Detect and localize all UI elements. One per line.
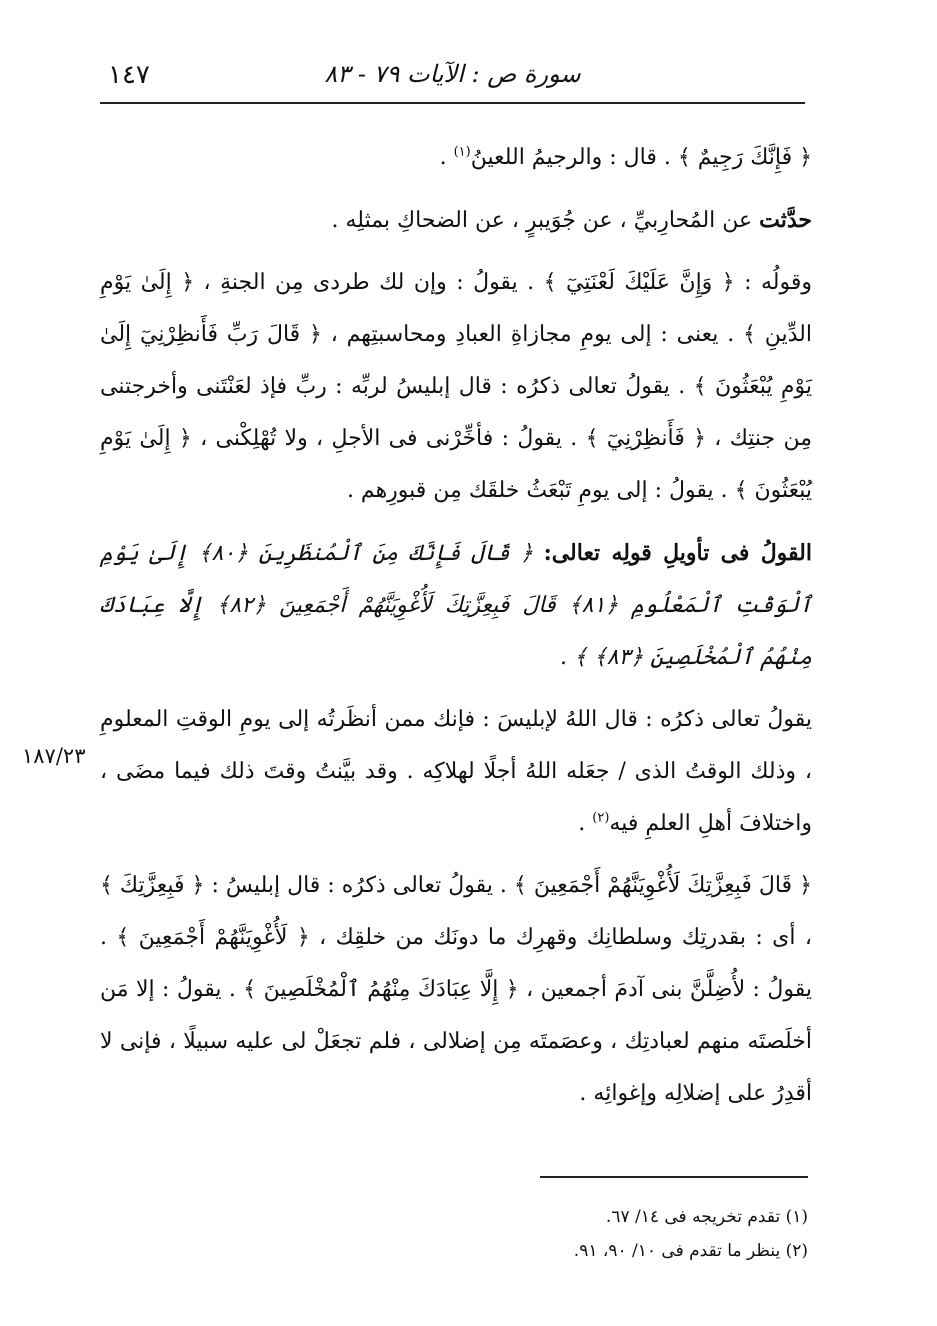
paragraph-1 <box>100 132 812 184</box>
paragraph-5-text: يقولُ تعالى ذكرُه : قال اللهُ لإبليسَ : فإنك ممن أنظَرتُه إلى يومِ الوقتِ المعلومِ ، وذلك الوقتُ الذى / جعَله اللهُ أجلًا لهلاكِه . وقد بيَّنتُ وقتَ ذلك فيما مضَى ، واختلافَ أهلِ العلمِ فيه <box>100 707 812 836</box>
paragraph-4 <box>100 527 812 684</box>
paragraph-5 <box>100 694 812 850</box>
paragraph-1-end: . <box>439 145 454 170</box>
page-number: ١٤٧ <box>108 60 150 90</box>
paragraph-5-end: . <box>578 811 593 836</box>
footnote-ref-1: (١) <box>453 144 471 160</box>
paragraph-1-text: ﴿ فَإِنَّكَ رَجِيمٌ ﴾ . قال : والرجيمُ اللعينُ <box>470 145 812 170</box>
footnote-2: (٢) ينظر ما تقدم فى ١٠/ ٩٠، ٩١. <box>573 1241 808 1261</box>
footnote-separator <box>540 1176 808 1178</box>
footnote-1: (١) تقدم تخريجه فى ١٤/ ٦٧. <box>605 1207 808 1227</box>
footnotes <box>400 1200 808 1268</box>
footnote-ref-2: (٢) <box>592 810 610 826</box>
running-title: سورة ص : الآيات ٧٩ - ٨٣ <box>324 60 581 88</box>
paragraph-2-text: عن المُحارِبيِّ ، عن جُوَيبرٍ ، عن الضحاكِ بمثلِه . <box>331 208 760 233</box>
margin-reference: ١٨٧/٢٣ <box>22 744 86 768</box>
main-text <box>100 132 812 1130</box>
section-heading: القولُ فى تأويلِ قولِه تعالى: <box>543 540 812 566</box>
paragraph-2 <box>100 194 812 247</box>
isnad-lead: حدَّثت <box>759 207 812 233</box>
paragraph-6: ﴿ قَالَ فَبِعِزَّتِكَ لَأُغْوِيَنَّهُمْ أَجْمَعِينَ ﴾ . يقولُ تعالى ذكرُه : قال إبليسُ : ﴿ فَبِعِزَّتِكَ ﴾ ، أى : بقدرتِك وسلطانِك وقهرِك ما دونَك من خلقِك ، ﴿ لَأُغْوِيَنَّهُمْ أَجْمَعِينَ ﴾ . يقولُ : لأُضِلَّنَّ بنى آدمَ أجمعين ، ﴿ إِلَّا عِبَادَكَ مِنْهُمُ ٱلْمُخْلَصِينَ ﴾ . يقولُ : إلا مَن أخلَصتَه منهم لعبادتِك ، وعصَمتَه مِن إضلالى ، فلم تجعَلْ لى عليه سبيلًا ، فإنى لا أقدِرُ على إضلالِه وإغوائِه . <box>100 873 812 1106</box>
paragraph-3: وقولُه : ﴿ وَإِنَّ عَلَيْكَ لَعْنَتِيٓ ﴾ . يقولُ : وإن لك طردى مِن الجنةِ ، ﴿ إِلَىٰ يَوْمِ الدِّينِ ﴾ . يعنى : إلى يومِ مجازاةِ العبادِ ومحاسبتِهم ، ﴿ قَالَ رَبِّ فَأَنظِرْنِيٓ إِلَىٰ يَوْمِ يُبْعَثُونَ ﴾ . يقولُ تعالى ذكرُه : قال إبليسُ لربِّه : ربِّ فإذ لعَنْتَنى وأخرجتنى مِن جنتِك ، ﴿ فَأَنظِرْنِيٓ ﴾ . يقولُ : فأخِّرْنى فى الأجلِ ، ولا تُهْلِكْنى ، ﴿ إِلَىٰ يَوْمِ يُبْعَثُونَ ﴾ . يقولُ : إلى يومِ تَبْعَثُ خلقَك مِن قبورِهم . <box>100 270 812 503</box>
quran-verses: ﴿ قَالَ فَإِنَّكَ مِنَ ٱلْمُنظَرِينَ ﴿٨٠﴾ إِلَىٰ يَوْمِ ٱلْوَقْتِ ٱلْمَعْلُومِ ﴿٨١﴾ قَالَ فَبِعِزَّتِكَ لَأُغْوِيَنَّهُمْ أَجْمَعِينَ ﴿٨٢﴾ إِلَّا عِبَادَكَ مِنْهُمُ ٱلْمُخْلَصِينَ ﴿٨٣﴾ ﴾ . <box>100 541 812 670</box>
page-header <box>100 52 805 104</box>
